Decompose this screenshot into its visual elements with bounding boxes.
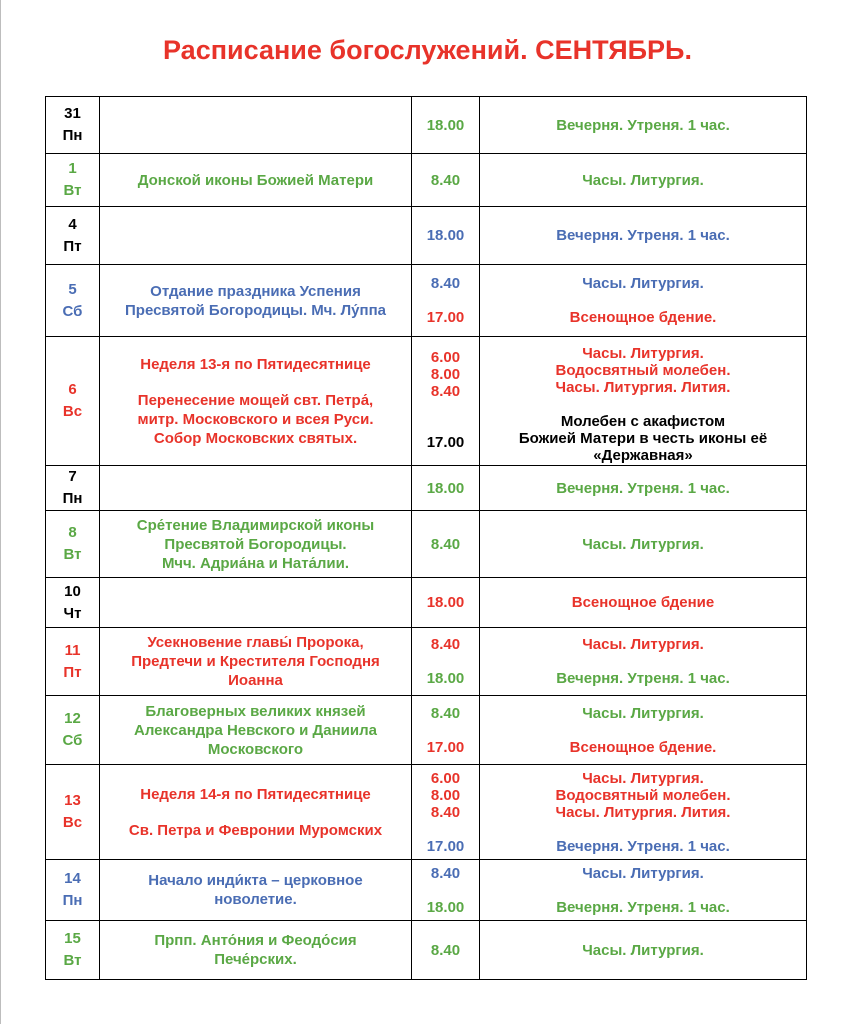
service-time: 8.40 (430, 803, 461, 821)
service-name: Часы. Литургия. (582, 704, 704, 722)
service-name: Вечерня. Утреня. 1 час. (556, 898, 730, 916)
feast-name: Московского (207, 740, 304, 758)
day-number: 5 (68, 280, 77, 298)
service-name: Водосвятный молебен. (555, 786, 731, 804)
feast-name: митр. Московского и всея Руси. (137, 410, 374, 428)
weekday: Пт (63, 237, 82, 255)
service-cell (480, 154, 807, 207)
service-time: 8.40 (430, 171, 461, 189)
date-cell (46, 97, 100, 154)
table-row (46, 921, 807, 980)
time-cell (412, 860, 480, 921)
service-name: Всенощное бдение (571, 594, 715, 611)
feast-cell (100, 466, 412, 511)
date-cell (46, 578, 100, 628)
date-cell (46, 696, 100, 765)
feast-name: Перенесение мощей свт. Петра́, (137, 391, 374, 409)
feast-name: Донской иконы Божией Матери (137, 171, 374, 189)
day-number: 11 (64, 641, 81, 659)
service-time: 18.00 (426, 479, 465, 497)
day-number: 6 (68, 381, 77, 398)
time-cell (412, 207, 480, 265)
feast-cell (100, 154, 412, 207)
table-row (46, 265, 807, 337)
service-time: 18.00 (426, 670, 465, 687)
time-cell (412, 628, 480, 696)
weekday: Пн (62, 127, 83, 144)
service-time: 8.00 (430, 366, 461, 383)
feast-name: Неделя 14-я по Пятидесятнице (140, 785, 371, 803)
service-name: Часы. Литургия. (582, 275, 704, 292)
date-cell (46, 154, 100, 207)
feast-name: Предтечи и Крестителя Господня (131, 653, 380, 670)
service-cell (480, 860, 807, 921)
feast-cell (100, 265, 412, 337)
service-time: 8.40 (430, 535, 461, 553)
service-time: 17.00 (426, 309, 465, 326)
day-number: 1 (68, 160, 77, 177)
service-time: 6.00 (430, 349, 461, 366)
service-name: Молебен с акафистом (560, 413, 726, 430)
service-time: 8.40 (430, 383, 461, 400)
feast-cell (100, 97, 412, 154)
service-name: Вечерня. Утреня. 1 час. (556, 837, 730, 855)
weekday: Вс (62, 403, 83, 420)
service-name: Вечерня. Утреня. 1 час. (556, 670, 730, 687)
service-cell (480, 696, 807, 765)
service-cell (480, 337, 807, 466)
service-name: Часы. Литургия. (582, 345, 704, 362)
service-time: 8.40 (430, 704, 461, 722)
feast-name: Александра Невского и Даниила (134, 721, 377, 739)
service-name: Часы. Литургия. (582, 171, 704, 189)
weekday: Сб (62, 302, 83, 320)
feast-cell (100, 860, 412, 921)
day-number: 4 (68, 215, 77, 233)
table-row (46, 860, 807, 921)
service-time: 18.00 (426, 594, 465, 611)
weekday: Чт (63, 604, 82, 622)
day-number: 15 (64, 930, 81, 947)
service-time: 8.00 (430, 786, 461, 804)
feast-name: Пече́рских. (214, 951, 297, 968)
service-name: Часы. Литургия. (582, 864, 704, 882)
service-name: Вечерня. Утреня. 1 час. (556, 479, 730, 497)
service-name: Часы. Литургия. Лития. (555, 803, 731, 821)
service-cell (480, 265, 807, 337)
service-name: Часы. Литургия. (582, 636, 704, 653)
date-cell (46, 337, 100, 466)
service-time: 17.00 (426, 434, 465, 451)
service-name: Водосвятный молебен. (555, 362, 731, 379)
date-cell (46, 511, 100, 578)
table-row (46, 466, 807, 511)
feast-name: Благоверных великих князей (145, 702, 366, 720)
date-cell (46, 207, 100, 265)
table-row (46, 511, 807, 578)
table-row (46, 696, 807, 765)
day-number: 14 (64, 870, 81, 887)
day-number: 31 (64, 105, 81, 122)
service-name: Вечерня. Утреня. 1 час. (556, 227, 730, 244)
service-name: Всенощное бдение. (569, 309, 717, 326)
feast-name: Отдание праздника Успения (150, 282, 361, 300)
service-name: Божией Матери в честь иконы её (518, 430, 768, 447)
weekday: Пт (63, 663, 82, 681)
time-cell (412, 265, 480, 337)
service-time: 17.00 (426, 837, 465, 855)
date-cell (46, 265, 100, 337)
feast-cell (100, 511, 412, 578)
feast-name: Сре́тение Владимирской иконы (136, 516, 375, 534)
service-name: Всенощное бдение. (569, 738, 717, 756)
service-name: Часы. Литургия. (582, 769, 704, 787)
feast-name: Неделя 13-я по Пятидесятнице (140, 355, 371, 373)
service-cell (480, 578, 807, 628)
page-title: Расписание богослужений. СЕНТЯБРЬ. (163, 35, 692, 65)
feast-cell (100, 628, 412, 696)
service-time: 8.40 (430, 275, 461, 292)
service-time: 17.00 (426, 738, 465, 756)
service-cell (480, 921, 807, 980)
service-cell (480, 207, 807, 265)
feast-cell (100, 207, 412, 265)
table-row (46, 97, 807, 154)
service-name: Часы. Литургия. Лития. (555, 379, 731, 396)
day-number: 13 (64, 792, 81, 809)
table-row (46, 337, 807, 466)
time-cell (412, 154, 480, 207)
time-cell (412, 921, 480, 980)
feast-cell (100, 337, 412, 466)
feast-name: новолетие. (214, 891, 297, 908)
time-cell (412, 337, 480, 466)
service-time: 18.00 (426, 898, 465, 916)
feast-name: Иоанна (228, 672, 283, 689)
service-cell (480, 97, 807, 154)
weekday: Вс (62, 814, 83, 831)
service-name: «Державная» (593, 447, 693, 464)
table-row (46, 154, 807, 207)
table-row (46, 578, 807, 628)
day-number: 8 (68, 524, 77, 541)
date-cell (46, 860, 100, 921)
service-name: Часы. Литургия. (582, 535, 704, 553)
date-cell (46, 466, 100, 511)
time-cell (412, 97, 480, 154)
time-cell (412, 696, 480, 765)
feast-name: Пресвятой Богородицы. (164, 535, 347, 553)
service-cell (480, 628, 807, 696)
service-time: 8.40 (430, 864, 461, 882)
date-cell (46, 628, 100, 696)
schedule-table (45, 96, 807, 980)
service-time: 8.40 (430, 941, 461, 959)
service-time: 18.00 (426, 227, 465, 244)
service-time: 8.40 (430, 636, 461, 653)
service-time: 6.00 (430, 769, 461, 787)
weekday: Вт (63, 546, 82, 563)
feast-cell (100, 578, 412, 628)
service-cell (480, 765, 807, 860)
service-cell (480, 511, 807, 578)
feast-name: Пресвятой Богородицы. Мч. Лу́ппа (125, 301, 386, 319)
feast-name: Мчч. Адриа́на и Ната́лии. (161, 554, 350, 572)
day-number: 7 (68, 468, 77, 485)
table-row (46, 207, 807, 265)
weekday: Вт (63, 182, 82, 199)
feast-name: Прпп. Анто́ния и Феодо́сия (154, 932, 357, 949)
page-edge-rule (0, 0, 1, 1024)
time-cell (412, 765, 480, 860)
feast-name: Усекновение главы́ Пророка, (147, 634, 364, 651)
service-name: Вечерня. Утреня. 1 час. (556, 116, 730, 134)
feast-name: Св. Петра и Февронии Муромских (128, 821, 383, 839)
weekday: Сб (62, 732, 83, 749)
date-cell (46, 765, 100, 860)
feast-name: Начало инди́кта – церковное (148, 872, 363, 889)
service-name: Часы. Литургия. (582, 941, 704, 959)
weekday: Вт (63, 952, 82, 969)
feast-name: Собор Московских святых. (153, 429, 358, 447)
service-time: 18.00 (426, 116, 465, 134)
feast-cell (100, 765, 412, 860)
day-number: 12 (64, 710, 81, 727)
time-cell (412, 578, 480, 628)
feast-cell (100, 921, 412, 980)
feast-cell (100, 696, 412, 765)
table-row (46, 628, 807, 696)
day-number: 10 (64, 582, 81, 600)
date-cell (46, 921, 100, 980)
time-cell (412, 466, 480, 511)
weekday: Пн (62, 892, 83, 909)
service-cell (480, 466, 807, 511)
weekday: Пн (62, 490, 83, 507)
table-row (46, 765, 807, 860)
time-cell (412, 511, 480, 578)
